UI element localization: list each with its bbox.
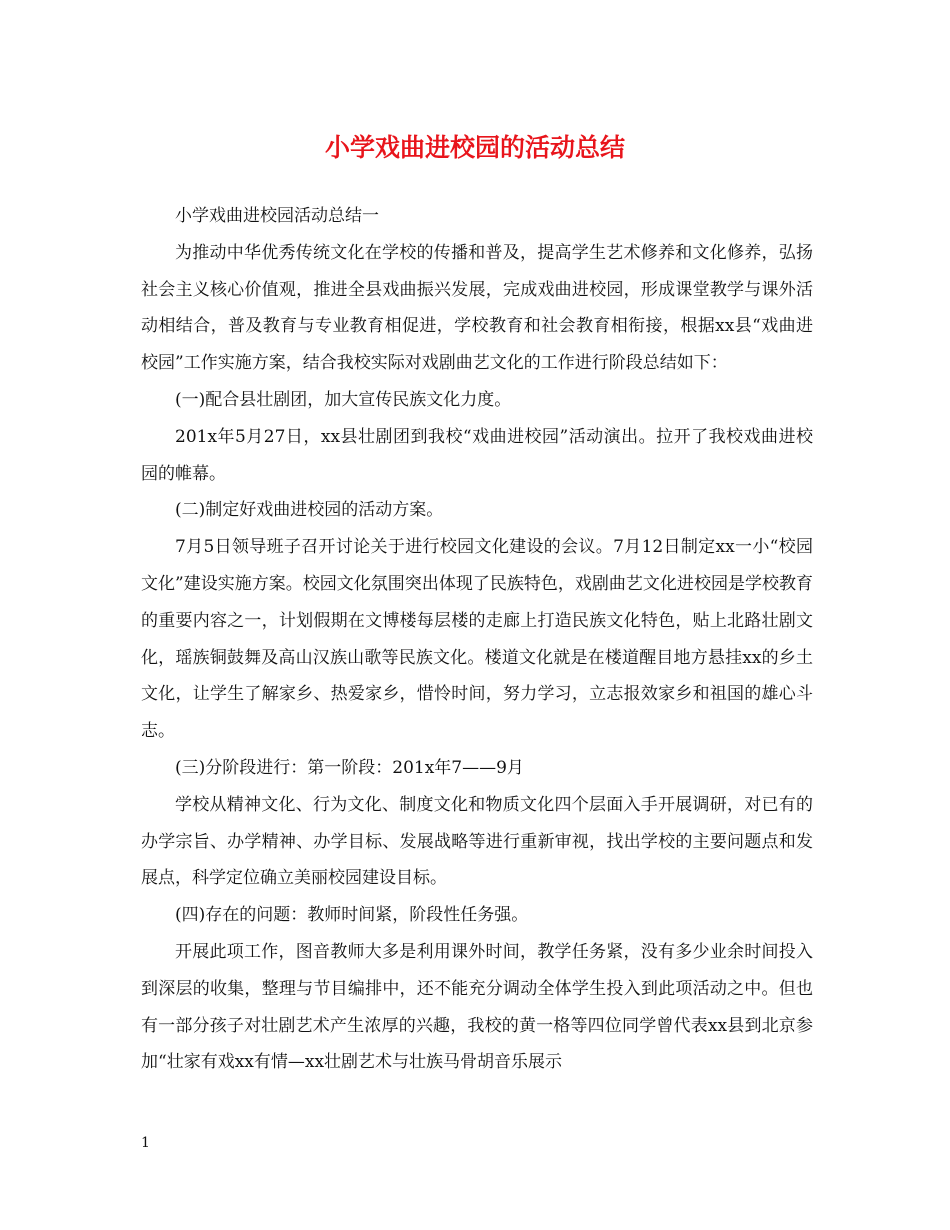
paragraph-section-1: 201x年5月27日，xx县壮剧团到我校“戏曲进校园”活动演出。拉开了我校戏曲进校园的帷幕。	[141, 426, 813, 484]
section-heading-4: (四)存在的问题：教师时间紧，阶段性任务强。	[175, 905, 529, 926]
section-heading-3: (三)分阶段进行：第一阶段：201x年7——9月	[175, 757, 524, 778]
section-heading-1: (一)配合县壮剧团，加大宣传民族文化力度。	[175, 389, 512, 410]
paragraph-section-3: 学校从精神文化、行为文化、制度文化和物质文化四个层面入手开展调研，对已有的办学宗旨、办学精神、办学目标、发展战略等进行重新审视，找出学校的主要问题点和发展点，科学定位确立美丽校园建设目标。	[141, 794, 813, 889]
document-body	[141, 198, 813, 1081]
page-number: 1	[141, 1135, 150, 1151]
paragraph-subtitle: 小学戏曲进校园活动总结一	[175, 206, 379, 226]
paragraph-section-2: 7月5日领导班子召开讨论关于进行校园文化建设的会议。7月12日制定xx一小“校园文化”建设实施方案。校园文化氛围突出体现了民族特色，戏剧曲艺文化进校园是学校教育的重要内容之一，计划假期在文博楼每层楼的走廊上打造民族文化特色，贴上北路壮剧文化，瑶族铜鼓舞及高山汉族山歌等民族文化。楼道文化就是在楼道醒目地方悬挂xx的乡土文化，让学生了解家乡、热爱家乡，惜怜时间，努力学习，立志报效家乡和祖国的雄心斗志。	[141, 537, 813, 742]
paragraph-section-4: 开展此项工作，图音教师大多是利用课外时间，教学任务紧，没有多少业余时间投入到深层的收集，整理与节目编排中，还不能充分调动全体学生投入到此项活动之中。但也有一部分孩子对壮剧艺术产生浓厚的兴趣，我校的黄一格等四位同学曾代表xx县到北京参加“壮家有戏xx有情—xx壮剧艺术与壮族马骨胡音乐展示	[141, 941, 813, 1073]
document-title: 小学戏曲进校园的活动总结	[324, 133, 625, 162]
paragraph-intro: 为推动中华优秀传统文化在学校的传播和普及，提高学生艺术修养和文化修养，弘扬社会主义核心价值观，推进全县戏曲振兴发展，完成戏曲进校园，形成课堂教学与课外活动相结合，普及教育与专业教育相促进，学校教育和社会教育相衔接，根据xx县“戏曲进校园”工作实施方案，结合我校实际对戏剧曲艺文化的工作进行阶段总结如下：	[141, 242, 813, 374]
section-heading-2: (二)制定好戏曲进校园的活动方案。	[175, 500, 444, 521]
